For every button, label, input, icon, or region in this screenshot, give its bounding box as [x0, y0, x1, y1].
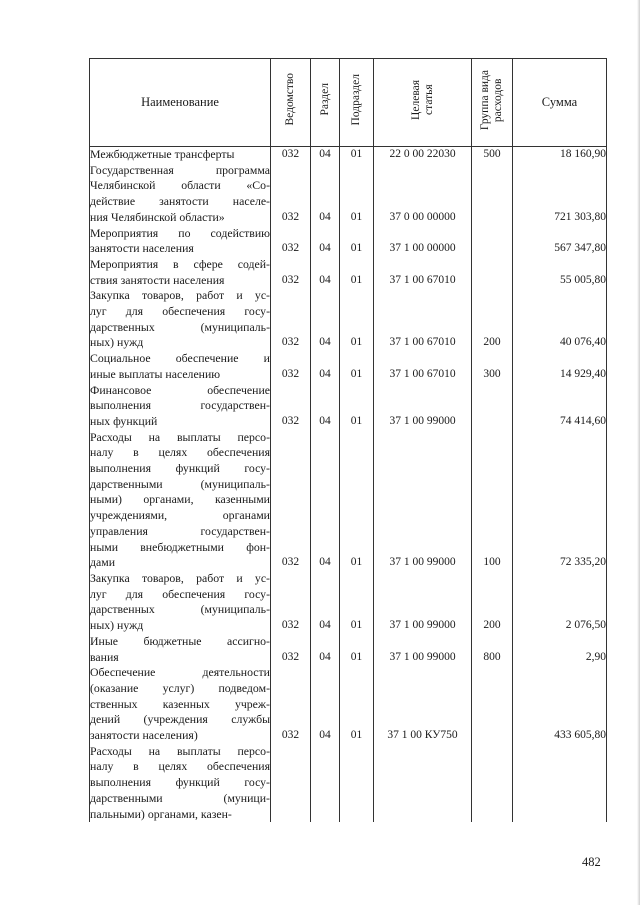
- row-name-line: луг для обеспечения госу-: [90, 304, 270, 319]
- row-name-line: управления государствен-: [90, 523, 270, 538]
- budget-table: [89, 58, 607, 822]
- row-dept: 032: [271, 383, 311, 430]
- row-subsection: 01: [340, 163, 374, 226]
- row-group: [472, 257, 513, 288]
- header-subsection: [340, 59, 374, 147]
- row-name-line: Расходы на выплаты персо-: [90, 429, 270, 444]
- row-name-line: ствия занятости населения: [90, 272, 225, 287]
- row-name-line: ными внебюджетными фон-: [90, 539, 270, 554]
- row-name-line: Челябинской области «Со-: [90, 178, 270, 193]
- row-sum: 14 929,40: [513, 351, 607, 382]
- row-subsection: [340, 744, 374, 823]
- row-name-line: действие занятости населе-: [90, 194, 270, 209]
- row-sum: 74 414,60: [513, 383, 607, 430]
- row-sum: [513, 744, 607, 823]
- row-name-line: Мероприятия по содействию: [90, 225, 270, 240]
- row-name-line: Расходы на выплаты персо-: [90, 743, 270, 758]
- row-name-line: луг для обеспечения госу-: [90, 586, 270, 601]
- row-group: 800: [472, 634, 513, 665]
- row-group: [472, 226, 513, 257]
- row-name-line: Закупка товаров, работ и ус-: [90, 288, 270, 303]
- row-group: 300: [472, 351, 513, 382]
- row-group: 100: [472, 430, 513, 571]
- row-name: [90, 430, 271, 571]
- row-name-line: дарственных (муниципаль-: [90, 602, 270, 617]
- row-sum: 72 335,20: [513, 430, 607, 571]
- row-name: [90, 665, 271, 744]
- header-target-label: Целевая статья: [409, 79, 435, 120]
- row-section: [311, 744, 340, 823]
- row-name-line: налу в целях обеспечения: [90, 759, 270, 774]
- row-target: 37 1 00 99000: [374, 383, 472, 430]
- row-target: 37 1 00 99000: [374, 571, 472, 634]
- row-sum: 2,90: [513, 634, 607, 665]
- row-dept: 032: [271, 571, 311, 634]
- row-name-line: ными) органами, казенными: [90, 492, 270, 507]
- row-name: [90, 257, 271, 288]
- row-target: 37 1 00 00000: [374, 226, 472, 257]
- row-name-line: дами: [90, 555, 116, 570]
- row-dept: 032: [271, 351, 311, 382]
- row-dept: [271, 744, 311, 823]
- row-group: [472, 383, 513, 430]
- row-target: [374, 744, 472, 823]
- row-subsection: 01: [340, 634, 374, 665]
- row-name-line: Мероприятия в сфере содей-: [90, 256, 270, 271]
- row-section: 04: [311, 257, 340, 288]
- row-target: 37 0 00 00000: [374, 163, 472, 226]
- row-target: 37 1 00 67010: [374, 288, 472, 351]
- row-name: [90, 383, 271, 430]
- row-group: [472, 744, 513, 823]
- header-section: [311, 59, 340, 147]
- row-name: [90, 571, 271, 634]
- row-subsection: 01: [340, 257, 374, 288]
- row-target: 37 1 00 67010: [374, 257, 472, 288]
- row-name-line: выполнения функций госу-: [90, 775, 270, 790]
- row-name-line: учреждениями, органами: [90, 508, 270, 523]
- row-name-line: вания: [90, 649, 119, 664]
- row-section: 04: [311, 288, 340, 351]
- row-group: 200: [472, 571, 513, 634]
- row-section: 04: [311, 163, 340, 226]
- row-name-line: дарственными (муниципаль-: [90, 476, 270, 491]
- row-name: [90, 147, 271, 163]
- row-target: 37 1 00 99000: [374, 430, 472, 571]
- header-target: [374, 59, 472, 147]
- header-sum: Сумма: [513, 59, 607, 147]
- row-name: [90, 634, 271, 665]
- row-name-line: Государственная программа: [90, 162, 270, 177]
- row-subsection: 01: [340, 351, 374, 382]
- table-header-row: [90, 59, 607, 147]
- row-name-line: иные выплаты населению: [90, 366, 221, 381]
- row-target: 37 1 00 67010: [374, 351, 472, 382]
- row-name-line: выполнения функций госу-: [90, 461, 270, 476]
- row-sum: 55 005,80: [513, 257, 607, 288]
- row-sum: 2 076,50: [513, 571, 607, 634]
- row-name-line: ния Челябинской области»: [90, 209, 225, 224]
- row-name-line: пальными) органами, казен-: [90, 806, 232, 821]
- table-row: [90, 665, 607, 744]
- table-row: [90, 257, 607, 288]
- row-name-line: дарственными (муници-: [90, 790, 270, 805]
- row-name-line: Финансовое обеспечение: [90, 382, 270, 397]
- row-name-line: дений (учреждения службы: [90, 712, 270, 727]
- row-subsection: 01: [340, 430, 374, 571]
- table-row: [90, 163, 607, 226]
- row-target: 37 1 00 99000: [374, 634, 472, 665]
- header-group-label: Группа вида расходов: [479, 69, 504, 130]
- header-section-label: Раздел: [318, 83, 331, 116]
- row-subsection: 01: [340, 571, 374, 634]
- row-name: [90, 163, 271, 226]
- row-name-line: Межбюджетные трансферты: [90, 147, 235, 161]
- header-name: Наименование: [90, 59, 271, 147]
- row-name-line: выполнения государствен-: [90, 398, 270, 413]
- table-row: [90, 147, 607, 163]
- header-dept: [271, 59, 311, 147]
- row-group: 500: [472, 147, 513, 163]
- row-sum: 18 160,90: [513, 147, 607, 163]
- row-subsection: 01: [340, 665, 374, 744]
- row-section: 04: [311, 634, 340, 665]
- row-group: 200: [472, 288, 513, 351]
- table-row: [90, 226, 607, 257]
- row-subsection: 01: [340, 226, 374, 257]
- row-name-line: (оказание услуг) подведом-: [90, 680, 270, 695]
- row-dept: 032: [271, 430, 311, 571]
- row-group: [472, 163, 513, 226]
- row-name-line: ных) нужд: [90, 618, 144, 633]
- row-name: [90, 288, 271, 351]
- row-section: 04: [311, 226, 340, 257]
- row-section: 04: [311, 383, 340, 430]
- row-sum: 433 605,80: [513, 665, 607, 744]
- row-section: 04: [311, 665, 340, 744]
- table-row: [90, 351, 607, 382]
- header-subsection-label: Подраздел: [350, 73, 362, 126]
- row-target: 22 0 00 22030: [374, 147, 472, 163]
- row-subsection: 01: [340, 383, 374, 430]
- row-name: [90, 226, 271, 257]
- row-sum: 721 303,80: [513, 163, 607, 226]
- row-section: 04: [311, 351, 340, 382]
- row-dept: 032: [271, 665, 311, 744]
- row-dept: 032: [271, 226, 311, 257]
- row-dept: 032: [271, 257, 311, 288]
- row-name-line: налу в целях обеспечения: [90, 445, 270, 460]
- row-name-line: Иные бюджетные ассигно-: [90, 633, 270, 648]
- row-dept: 032: [271, 634, 311, 665]
- row-section: 04: [311, 147, 340, 163]
- row-name-line: дарственных (муниципаль-: [90, 319, 270, 334]
- row-name: [90, 351, 271, 382]
- table-body: [90, 147, 607, 823]
- row-subsection: 01: [340, 288, 374, 351]
- table-row: [90, 430, 607, 571]
- row-name-line: Закупка товаров, работ и ус-: [90, 570, 270, 585]
- header-group: [472, 59, 513, 147]
- row-subsection: 01: [340, 147, 374, 163]
- row-group: [472, 665, 513, 744]
- row-section: 04: [311, 430, 340, 571]
- row-target: 37 1 00 КУ750: [374, 665, 472, 744]
- row-name-line: занятости населения): [90, 728, 198, 743]
- row-name-line: ных) нужд: [90, 335, 144, 350]
- table-row: [90, 288, 607, 351]
- row-sum: 40 076,40: [513, 288, 607, 351]
- row-name-line: ственных казенных учреж-: [90, 696, 270, 711]
- row-sum: 567 347,80: [513, 226, 607, 257]
- header-dept-label: Ведомство: [284, 73, 296, 126]
- row-name-line: занятости населения: [90, 241, 194, 256]
- row-name-line: Обеспечение деятельности: [90, 665, 270, 680]
- page-number: 482: [582, 855, 601, 869]
- row-dept: 032: [271, 147, 311, 163]
- row-name-line: ных функций: [90, 413, 158, 428]
- row-dept: 032: [271, 163, 311, 226]
- row-name-line: Социальное обеспечение и: [90, 351, 270, 366]
- table-row: [90, 744, 607, 823]
- row-dept: 032: [271, 288, 311, 351]
- table-row: [90, 383, 607, 430]
- row-name: [90, 744, 271, 823]
- table-row: [90, 634, 607, 665]
- table-row: [90, 571, 607, 634]
- row-section: 04: [311, 571, 340, 634]
